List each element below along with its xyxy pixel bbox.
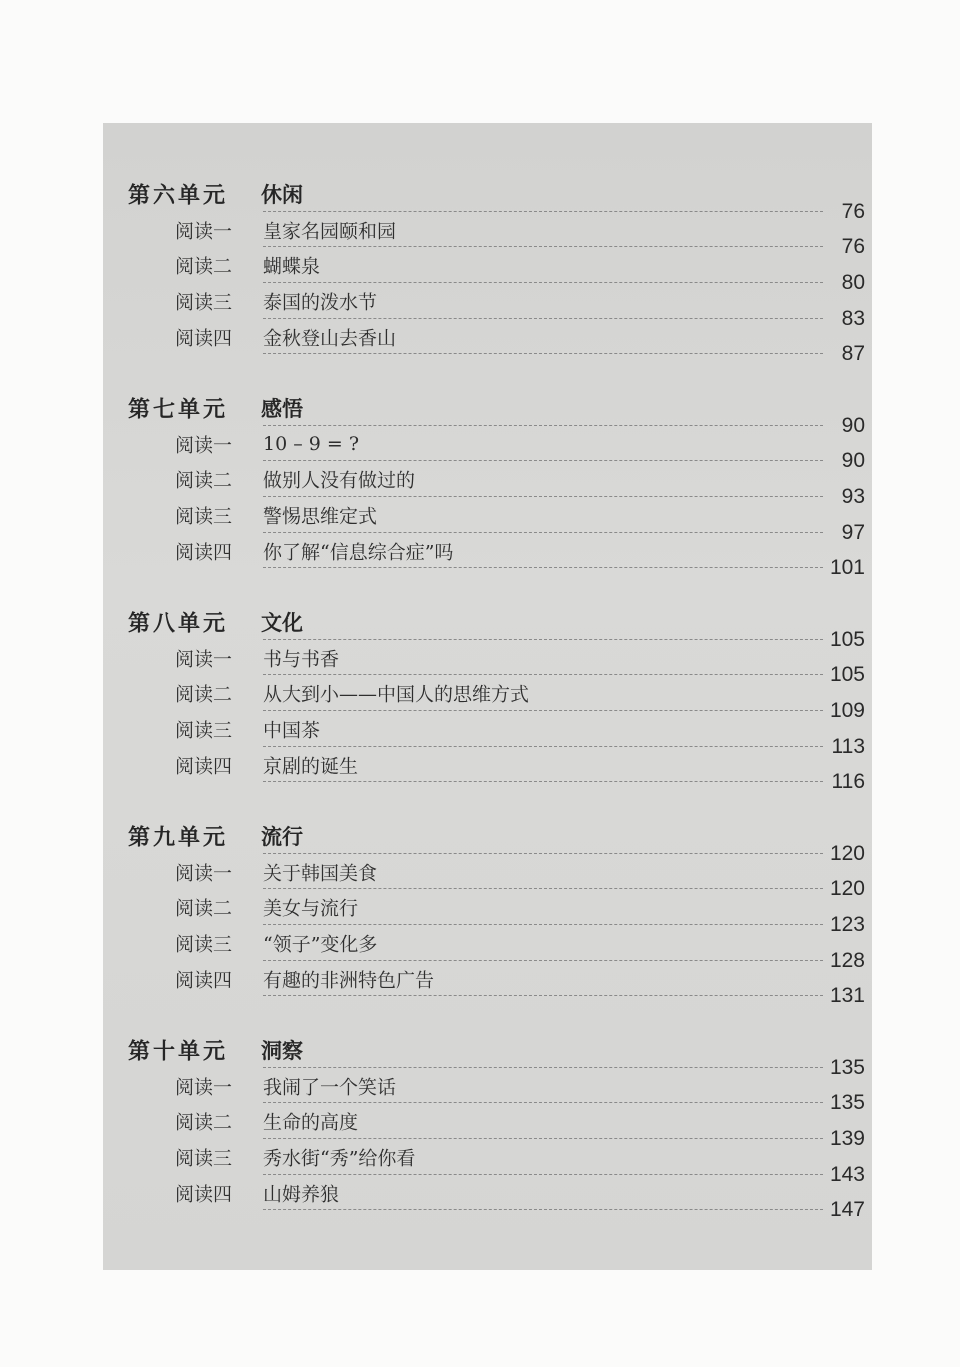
unit-header[interactable] (103, 818, 872, 865)
reading-title: 有趣的非洲特色广告 (263, 969, 435, 992)
page-number: 97 (841, 520, 865, 544)
page-number: 105 (829, 627, 865, 651)
reading-title: 警惕思维定式 (263, 505, 378, 528)
reading-title: 做别人没有做过的 (263, 469, 416, 492)
reading-entry[interactable] (103, 640, 872, 687)
reading-entry[interactable] (103, 283, 872, 330)
reading-label: 阅读三 (175, 291, 233, 314)
dotted-leader (263, 567, 823, 568)
reading-label: 阅读四 (175, 541, 233, 564)
reading-title: 美女与流行 (263, 897, 359, 920)
reading-label: 阅读二 (175, 1111, 233, 1134)
unit-header[interactable] (103, 176, 872, 223)
reading-entry[interactable] (103, 925, 872, 972)
toc-unit (103, 818, 872, 1032)
page-number: 147 (829, 1198, 865, 1222)
reading-label: 阅读四 (175, 1183, 233, 1206)
unit-name: 感悟 (261, 396, 303, 421)
reading-entry[interactable] (103, 426, 872, 473)
reading-label: 阅读一 (175, 862, 233, 885)
reading-entry[interactable] (103, 1103, 872, 1151)
unit-header[interactable] (103, 604, 872, 651)
page-number: 83 (841, 306, 865, 330)
page-number: 113 (831, 734, 865, 758)
page-number: 80 (841, 271, 865, 295)
reading-label: 阅读三 (175, 719, 233, 742)
reading-label: 阅读二 (175, 683, 233, 706)
page-number: 135 (829, 1091, 865, 1115)
reading-label: 阅读四 (175, 969, 233, 992)
page-number: 76 (841, 199, 865, 223)
unit-number: 第九单元 (128, 825, 229, 851)
unit-name: 洞察 (261, 1038, 303, 1063)
reading-entry[interactable] (103, 1068, 872, 1115)
page-number: 120 (829, 877, 865, 901)
reading-title: 关于韩国美食 (263, 862, 378, 885)
dotted-leader (263, 1209, 823, 1210)
reading-entry[interactable] (103, 461, 872, 509)
reading-label: 阅读一 (175, 648, 233, 671)
unit-number: 第八单元 (128, 611, 229, 637)
unit-header[interactable] (103, 1032, 872, 1079)
reading-label: 阅读三 (175, 1147, 233, 1170)
page-number: 131 (829, 984, 865, 1008)
dotted-leader (263, 781, 823, 782)
unit-name: 流行 (261, 824, 303, 849)
unit-header[interactable] (103, 390, 872, 437)
reading-title: 山姆养狼 (263, 1183, 340, 1206)
reading-entry[interactable] (103, 319, 872, 366)
page-number: 105 (829, 663, 865, 687)
page-number: 87 (841, 342, 865, 366)
reading-label: 阅读四 (175, 755, 233, 778)
page-number: 123 (829, 913, 865, 937)
reading-label: 阅读一 (175, 220, 233, 243)
unit-number: 第七单元 (128, 397, 229, 423)
reading-entry[interactable] (103, 1175, 872, 1222)
dotted-leader (263, 995, 823, 996)
dotted-leader (263, 353, 823, 354)
reading-entry[interactable] (103, 889, 872, 937)
reading-title: 泰国的泼水节 (263, 291, 378, 314)
reading-title: 书与书香 (263, 648, 340, 671)
reading-label: 阅读二 (175, 469, 233, 492)
reading-entry[interactable] (103, 854, 872, 901)
page-number: 76 (841, 235, 865, 259)
reading-title: 我闹了一个笑话 (263, 1076, 397, 1099)
reading-title: 你了解“信息综合症”吗 (263, 541, 454, 564)
table-of-contents (103, 123, 872, 1270)
reading-title: 秀水街“秀”给你看 (263, 1147, 416, 1170)
reading-entry[interactable] (103, 497, 872, 544)
reading-title: 金秋登山去香山 (263, 327, 397, 350)
page-number: 109 (829, 699, 865, 723)
reading-entry[interactable] (103, 212, 872, 259)
toc-unit (103, 604, 872, 818)
reading-entry[interactable] (103, 1139, 872, 1186)
reading-label: 阅读二 (175, 255, 233, 278)
reading-entry[interactable] (103, 247, 872, 295)
page-number: 90 (841, 413, 865, 437)
reading-label: 阅读二 (175, 897, 233, 920)
reading-title: 生命的高度 (263, 1111, 359, 1134)
reading-entry[interactable] (103, 711, 872, 758)
unit-number: 第十单元 (128, 1039, 229, 1065)
page-number: 101 (829, 556, 865, 580)
page-number: 143 (829, 1162, 865, 1186)
reading-entry[interactable] (103, 961, 872, 1008)
reading-entry[interactable] (103, 533, 872, 580)
page-number: 93 (841, 485, 865, 509)
reading-label: 阅读一 (175, 1076, 233, 1099)
reading-label: 阅读一 (175, 434, 233, 457)
reading-title: 中国茶 (263, 719, 321, 742)
reading-title: 皇家名园颐和园 (263, 220, 397, 243)
reading-label: 阅读四 (175, 327, 233, 350)
page-number: 135 (829, 1055, 865, 1079)
page-number: 128 (829, 948, 865, 972)
reading-title: 蝴蝶泉 (263, 255, 321, 278)
reading-label: 阅读三 (175, 933, 233, 956)
page-number: 90 (841, 449, 865, 473)
unit-name: 休闲 (261, 182, 303, 207)
toc-unit (103, 390, 872, 604)
unit-number: 第六单元 (128, 183, 229, 209)
reading-label: 阅读三 (175, 505, 233, 528)
reading-entry[interactable] (103, 747, 872, 794)
page-number: 139 (829, 1127, 865, 1151)
toc-unit (103, 1032, 872, 1246)
toc-unit (103, 176, 872, 390)
reading-entry[interactable] (103, 675, 872, 723)
page-number: 116 (831, 770, 865, 794)
reading-title: “领子”变化多 (263, 933, 378, 956)
reading-title: 10 – 9 = ? (263, 432, 360, 455)
page-number: 120 (829, 841, 865, 865)
reading-title: 从大到小——中国人的思维方式 (263, 683, 530, 706)
unit-name: 文化 (261, 610, 303, 635)
reading-title: 京剧的诞生 (263, 755, 359, 778)
